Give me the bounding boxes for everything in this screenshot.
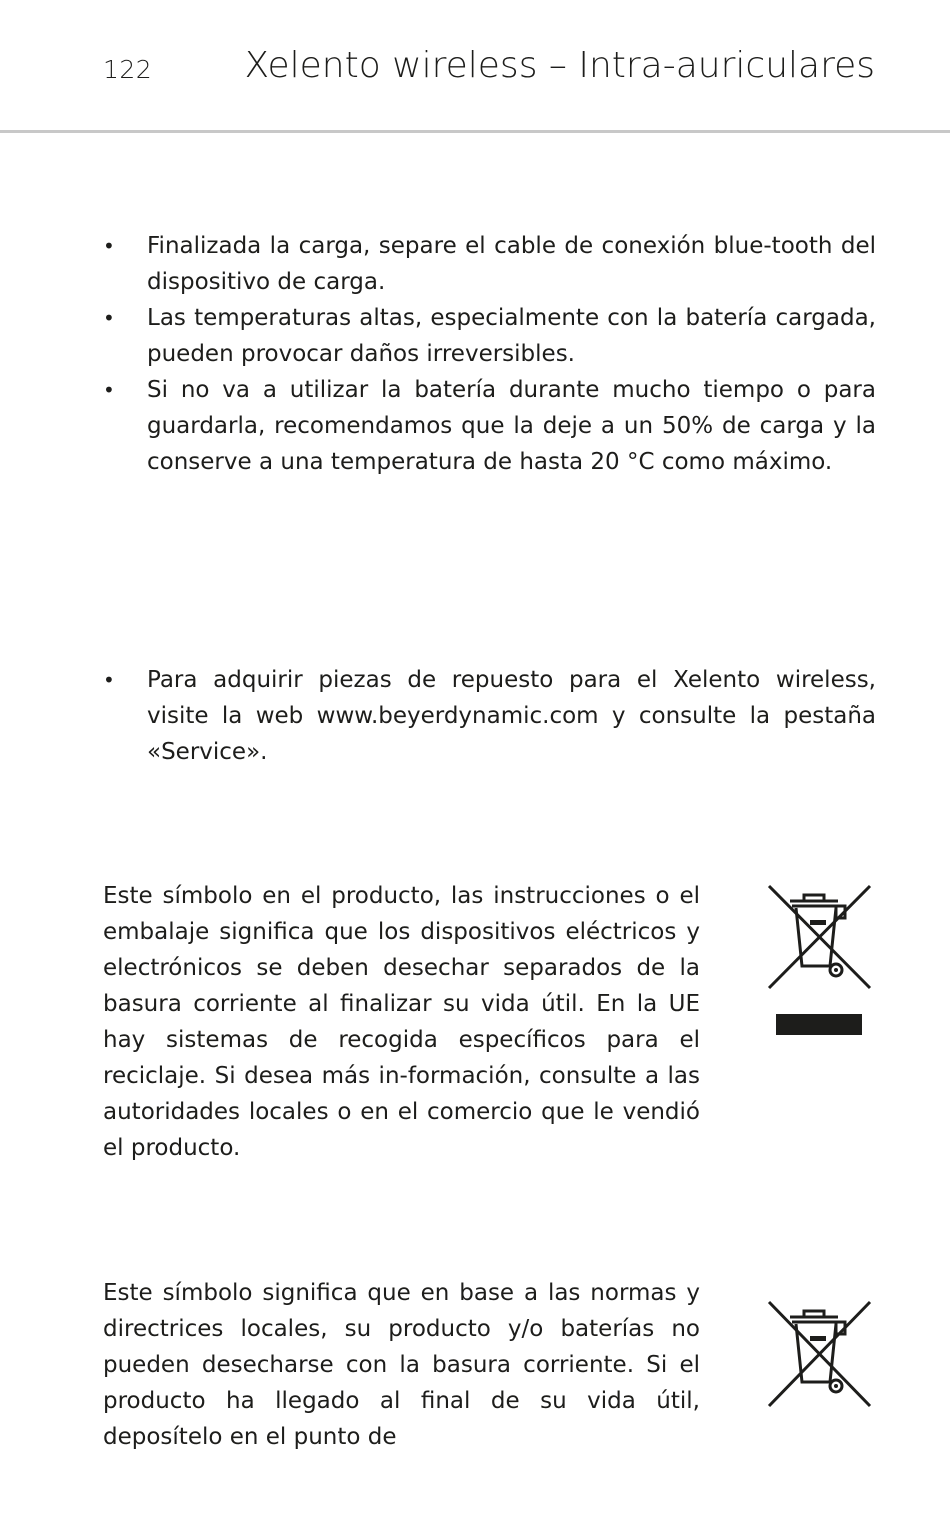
- list-item: [103, 662, 876, 770]
- page-title: Xelento wireless – Intra-auriculares: [244, 45, 875, 86]
- list-item-text: Finalizada la carga, separe el cable de conexión blue-tooth del dispositivo de carga.: [147, 233, 876, 295]
- crossed-bin-icon: [766, 1298, 876, 1413]
- bullet-icon: •: [103, 234, 115, 258]
- bin-label-mark: [810, 1336, 826, 1341]
- bullet-icon: •: [103, 306, 115, 330]
- bullet-icon: •: [103, 668, 115, 692]
- list-item: [103, 300, 876, 372]
- list-item-text: Si no va a utilizar la batería durante mucho tiempo o para guardarla, recomendamos que la deje a un 50% de carga y la conserve a una temperatura de hasta 20 °C como máximo.: [147, 377, 876, 475]
- bullet-icon: •: [103, 378, 115, 402]
- battery-disposal-text: Este símbolo significa que en base a las normas y directrices locales, su producto y/o baterías no pueden desecharse con la basura corriente. Si el producto ha llegado al final de su vida útil, deposítelo en el punto de: [103, 1280, 700, 1450]
- page-header: [0, 0, 950, 133]
- list-item: [103, 228, 876, 300]
- page-number: 122: [103, 55, 153, 84]
- list-item-text: Las temperaturas altas, especialmente con la batería cargada, pueden provocar daños irreversibles.: [147, 305, 876, 367]
- battery-disposal-paragraph: [103, 1275, 700, 1455]
- list-item: [103, 372, 876, 480]
- weee-disposal-text: Este símbolo en el producto, las instrucciones o el embalaje significa que los dispositivos eléctricos y electrónicos se deben desechar separados de la basura corriente al finalizar su vida útil. En la UE hay sistemas de recogida específicos para el reciclaje. Si desea más in-formación, consulte a las autoridades locales o en el comercio que le vendió el producto.: [103, 883, 700, 1161]
- spare-parts-list: [103, 662, 876, 770]
- bin-label-mark: [810, 920, 826, 925]
- crossed-bin-with-bar-icon: [766, 882, 876, 1042]
- solid-bar-mark: [776, 1014, 862, 1035]
- battery-notes-list: [103, 228, 876, 480]
- weee-disposal-paragraph: [103, 878, 700, 1166]
- list-item-text: Para adquirir piezas de repuesto para el Xelento wireless, visite la web www.beyerdynamic.com y consulte la pestaña «Service».: [147, 667, 876, 765]
